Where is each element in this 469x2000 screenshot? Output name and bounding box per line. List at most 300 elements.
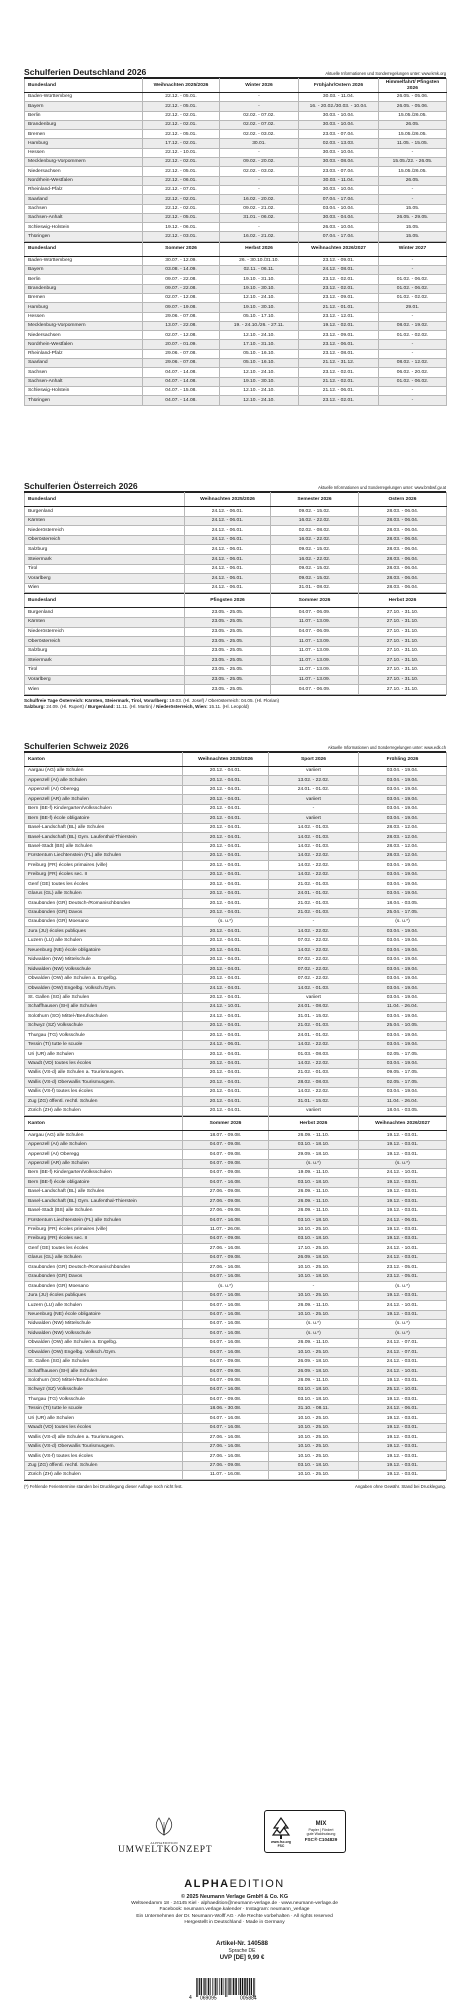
table-row	[25, 814, 447, 823]
date-cell: 11.05. - 15.05.	[379, 139, 447, 148]
date-cell: 26.05.	[379, 176, 447, 185]
column-header: Weihnachten 2025/2026	[183, 753, 269, 767]
table-row	[25, 656, 447, 666]
date-cell: 24.12. - 04.01.	[183, 984, 269, 993]
barcode-bar	[238, 1978, 239, 1995]
table-row	[25, 637, 447, 647]
table-row	[25, 1376, 447, 1385]
date-cell: variiert	[269, 814, 359, 823]
date-cell: 24.12. - 07.01.	[359, 1348, 447, 1357]
column-header: Ostern 2026	[359, 493, 447, 507]
barcode-bar	[235, 1978, 237, 1995]
fsc-site: www.fsc.org	[270, 1839, 292, 1844]
date-cell: -	[269, 1282, 359, 1291]
date-cell: 22.12. - 05.01.	[143, 213, 220, 222]
footnote-missing-dates: (*) Fehlende Ferientermine standen bei Drucklegung dieser Auflage noch nicht fest.	[24, 1484, 183, 1490]
table-row	[25, 1367, 447, 1376]
table-row	[25, 266, 447, 275]
date-cell: 18.06. - 30.08.	[183, 1404, 269, 1413]
date-cell: 31.01. - 15.02.	[269, 1097, 359, 1106]
row-label: Thüringen	[25, 232, 143, 241]
date-cell: 14.02. - 22.02.	[269, 861, 359, 870]
date-cell: 09.02. - 15.02.	[271, 545, 359, 555]
ean-digits-left: 069095	[200, 1995, 217, 2000]
table-row	[25, 526, 447, 536]
date-cell: (s. u.*)	[359, 1159, 447, 1168]
table-row	[25, 675, 447, 685]
date-cell: variiert	[269, 1106, 359, 1115]
date-cell: 20.12. - 04.01.	[183, 842, 269, 851]
holiday-table	[24, 242, 447, 406]
table-row	[25, 583, 447, 593]
date-cell: 24.12. - 06.01.	[185, 545, 271, 555]
date-cell: 22.12. - 05.01.	[143, 102, 220, 111]
table-row	[25, 776, 447, 785]
holiday-table	[24, 1116, 447, 1480]
date-cell: (s. u.*)	[183, 918, 269, 927]
date-cell: 04.07. - 09.08.	[183, 1168, 269, 1177]
date-cell: 03.04. - 19.04.	[359, 927, 447, 936]
table-row	[25, 1097, 447, 1106]
date-cell: 20.12. - 04.01.	[183, 851, 269, 860]
row-label: Graubünden (GR) Deutsch-/Romanischbünden	[25, 899, 183, 908]
barcode-bar	[247, 1978, 248, 1995]
date-cell: 19.12. - 03.01.	[359, 1178, 447, 1187]
date-cell: 22.12. - 06.01.	[143, 176, 220, 185]
date-cell: variiert	[269, 767, 359, 776]
date-cell: -	[379, 349, 447, 358]
date-cell: 20.12. - 04.01.	[183, 861, 269, 870]
date-cell: 10.10. - 25.10.	[269, 1348, 359, 1357]
date-cell: 24.12. - 08.01.	[299, 266, 379, 275]
date-cell: 24.12. - 10.01.	[359, 1244, 447, 1253]
date-cell: 05.10. - 17.10.	[220, 312, 299, 321]
date-cell: 23.03. - 07.04.	[299, 130, 379, 139]
table-row	[25, 984, 447, 993]
footnote-text: 19.03. (Hl. Josef) / Oberösterreich: 04.05. (Hl. Florian)	[167, 697, 280, 703]
table-row	[25, 1216, 447, 1225]
fsc-label	[264, 1810, 346, 1853]
row-label: Mecklenburg-Vorpommern	[25, 321, 143, 330]
row-label: Wallis (VS-f) toutes les écoles	[25, 1087, 183, 1096]
barcode-bar	[203, 1978, 204, 1995]
date-cell: -	[379, 312, 447, 321]
row-label: Baden-Württemberg	[25, 256, 143, 265]
row-label: Solothurn (SO) Mittel-/Berufsschulen	[25, 1376, 183, 1385]
row-label: Nordrhein-Westfalen	[25, 176, 143, 185]
table-row	[25, 340, 447, 349]
date-cell: 04.07. - 09.08.	[183, 1253, 269, 1262]
date-cell: 31.10. - 08.11.	[269, 1404, 359, 1413]
date-cell: 22.12. - 02.01.	[143, 204, 220, 213]
date-cell: 22.12. - 05.01.	[143, 130, 220, 139]
date-cell: 19.12. - 03.01.	[359, 1225, 447, 1234]
date-cell: 03.08. - 14.09.	[143, 266, 220, 275]
column-header: Weihnachten 2025/2026	[143, 79, 220, 93]
date-cell: 30.03. - 10.04.	[299, 185, 379, 194]
fsc-line: gute Waldnutzung	[306, 1832, 336, 1836]
table-row	[25, 1131, 447, 1140]
date-cell: 14.02. - 22.02.	[269, 927, 359, 936]
date-cell: 20.12. - 04.01.	[183, 1106, 269, 1115]
table-row	[25, 1178, 447, 1187]
date-cell: 20.12. - 04.01.	[183, 946, 269, 955]
date-cell: 02.11. - 06.11.	[220, 266, 299, 275]
date-cell: -	[220, 176, 299, 185]
date-cell: 01.02. - 06.02.	[379, 275, 447, 284]
date-cell: 23.12. - 12.01.	[299, 312, 379, 321]
date-cell: 04.07. - 09.08.	[183, 1357, 269, 1366]
date-cell: 07.02. - 22.02.	[269, 974, 359, 983]
date-cell: 10.10. - 18.10.	[269, 1272, 359, 1281]
table-row	[25, 554, 447, 564]
date-cell: 04.07. - 16.08.	[183, 1319, 269, 1328]
row-label: Mecklenburg-Vorpommern	[25, 158, 143, 167]
row-label: Wallis (VS-d) alle Schulen a. Tourismusgem.	[25, 1433, 183, 1442]
date-cell: (s. u.*)	[183, 1282, 269, 1291]
date-cell: 20.12. - 04.01.	[183, 880, 269, 889]
date-cell: 03.04. - 19.04.	[359, 946, 447, 955]
row-label: Neuenburg (NE) école obligatoire	[25, 946, 183, 955]
row-label: Kärnten	[25, 617, 185, 627]
date-cell: 03.10. - 18.10.	[269, 1216, 359, 1225]
row-label: Freiburg (FR) écoles primaires (ville)	[25, 861, 183, 870]
date-cell: 20.12. - 04.01.	[183, 1097, 269, 1106]
barcode-bar	[217, 1978, 218, 1995]
table-row	[25, 1168, 447, 1177]
date-cell: 03.10. - 18.10.	[269, 1140, 359, 1149]
row-label: Hessen	[25, 312, 143, 321]
date-cell: 11.07. - 13.09.	[271, 675, 359, 685]
date-cell: 27.06. - 09.08.	[183, 1197, 269, 1206]
row-label: Glarus (GL) alle Schulen	[25, 1253, 183, 1262]
date-cell: 12.10. - 24.10.	[220, 386, 299, 395]
date-cell: 23.12. - 02.01.	[299, 275, 379, 284]
row-label: Sachsen-Anhalt	[25, 377, 143, 386]
row-label: Baden-Württemberg	[25, 93, 143, 102]
row-label: Nordrhein-Westfalen	[25, 340, 143, 349]
row-label: Aargau (AG) alle Schulen	[25, 767, 183, 776]
date-cell: 04.07. - 16.08.	[183, 1414, 269, 1423]
date-cell: 03.10. - 18.10.	[269, 1395, 359, 1404]
date-cell: 10.10. - 25.10.	[269, 1442, 359, 1451]
table-row	[25, 946, 447, 955]
date-cell: 24.12. - 06.01.	[185, 583, 271, 593]
barcode-bar	[249, 1978, 250, 1995]
table-row	[25, 1461, 447, 1470]
row-label: Uri (UR) alle Schulen	[25, 1414, 183, 1423]
row-label: Obwalden (OW) Engelbg. Volksch./Gym.	[25, 984, 183, 993]
date-cell: 23.12. - 08.01.	[299, 349, 379, 358]
table-row	[25, 1348, 447, 1357]
section-source-note: Aktuelle Informationen und Sonderregelungen unter: www.bmbwf.gv.at	[318, 485, 446, 490]
date-cell: 11.07. - 26.08.	[183, 1225, 269, 1234]
row-label: Hessen	[25, 148, 143, 157]
date-cell: 02.02. - 03.02.	[220, 130, 299, 139]
table-row	[25, 1272, 447, 1281]
date-cell: 14.02. - 01.03.	[269, 833, 359, 842]
date-cell: 27.10. - 31.10.	[359, 656, 447, 666]
holiday-table	[24, 593, 447, 694]
date-cell: 30.03. - 04.04.	[299, 213, 379, 222]
origin-line: Hergestellt in Deutschland · Made in Germany	[184, 1920, 285, 1926]
column-header: Frühling 2026	[359, 753, 447, 767]
barcode-bar	[210, 1978, 211, 1995]
date-cell: 27.06. - 16.08.	[183, 1452, 269, 1461]
address-line: Weltseedamm 18 · 24145 Kiel · alphaedition@neumann-verlage.de · www.neumann-verlage.de	[131, 1900, 338, 1906]
date-cell: 03.04. - 19.04.	[359, 955, 447, 964]
date-cell: 12.10. - 24.10.	[220, 293, 299, 302]
date-cell: 10.10. - 25.10.	[269, 1263, 359, 1272]
footnote-label: Burgenland:	[87, 704, 115, 710]
date-cell: 04.07. - 14.08.	[143, 368, 220, 377]
ean-barcode	[188, 1978, 282, 2000]
column-header: Bundesland	[25, 242, 143, 256]
date-cell: 19.12. - 03.01.	[359, 1291, 447, 1300]
row-label: Nidwalden (NW) Mittelschule	[25, 1319, 183, 1328]
column-header: Kanton	[25, 753, 183, 767]
date-cell: 15.05.	[379, 223, 447, 232]
date-cell: 24.12. - 10.01.	[359, 1301, 447, 1310]
table-row	[25, 321, 447, 330]
row-label: Niederösterreich	[25, 627, 185, 637]
date-cell: 26.03. - 10.04.	[299, 223, 379, 232]
date-cell: 24.12. - 06.01.	[185, 554, 271, 564]
table-row	[25, 223, 447, 232]
table-header-row	[25, 753, 447, 767]
date-cell: 03.04. - 10.04.	[299, 204, 379, 213]
date-cell: 20.12. - 04.01.	[183, 785, 269, 794]
table-row	[25, 1386, 447, 1395]
row-label: Tessin (TI) tutte le scuole	[25, 1404, 183, 1413]
row-label: Nidwalden (NW) Volksschule	[25, 1329, 183, 1338]
table-row	[25, 880, 447, 889]
row-label: Basel-Landschaft (BL) Gym. Laufenthal-Thierstein	[25, 1197, 183, 1206]
table-row	[25, 516, 447, 526]
row-label: Bayern	[25, 266, 143, 275]
table-row	[25, 130, 447, 139]
barcode-bar	[233, 1978, 234, 1995]
date-cell: 02.07. - 12.08.	[143, 331, 220, 340]
date-cell: variiert	[269, 993, 359, 1002]
date-cell: 10.10. - 25.10.	[269, 1225, 359, 1234]
date-cell: 26.09. - 11.10.	[269, 1206, 359, 1215]
date-cell: 01.02. - 02.02.	[379, 293, 447, 302]
umwelt-name: UMWELTKONZEPT	[118, 1845, 213, 1855]
barcode-bar	[232, 1978, 233, 1995]
date-cell: 04.07. - 06.09.	[271, 627, 359, 637]
table-row	[25, 1159, 447, 1168]
date-cell: 10.10. - 25.10.	[269, 1423, 359, 1432]
column-header: Winter 2027	[379, 242, 447, 256]
date-cell: 09.07. - 22.08.	[143, 275, 220, 284]
date-cell: 11.04. - 26.04.	[359, 1002, 447, 1011]
article-info	[180, 1940, 290, 1962]
table-row	[25, 1002, 447, 1011]
date-cell: 09.07. - 22.08.	[143, 284, 220, 293]
date-cell: 04.07. - 16.08.	[183, 1329, 269, 1338]
date-cell: 04.07. - 09.08.	[183, 1150, 269, 1159]
table-row	[25, 232, 447, 241]
date-cell: -	[379, 185, 447, 194]
date-cell: 14.02. - 01.03.	[269, 984, 359, 993]
table-row	[25, 1263, 447, 1272]
row-label: Nidwalden (NW) Mittelschule	[25, 955, 183, 964]
date-cell: 19.10. - 30.10.	[220, 303, 299, 312]
date-cell: 19.12. - 03.01.	[359, 1150, 447, 1159]
table-row	[25, 158, 447, 167]
row-label: Bern (BE-f) Kindergarten/Volksschulen	[25, 1168, 183, 1177]
footnote-label: Schulfreie Tage Österreich: Kärnten, Steiermark, Tirol, Vorarlberg:	[24, 697, 168, 703]
table-row	[25, 574, 447, 584]
date-cell: 20.12. - 04.01.	[183, 804, 269, 813]
date-cell: 23.05. - 25.05.	[185, 685, 271, 695]
date-cell: 20.12. - 04.01.	[183, 1069, 269, 1078]
table-row	[25, 918, 447, 927]
publisher-logo	[0, 1878, 469, 1890]
date-cell: 11.04. - 26.04.	[359, 1097, 447, 1106]
date-cell: 03.04. - 19.04.	[359, 1040, 447, 1049]
date-cell: 19.10. - 30.10.	[220, 284, 299, 293]
date-cell: 20.12. - 04.01.	[183, 965, 269, 974]
date-cell: 26.09. - 11.10.	[269, 1301, 359, 1310]
row-label: Tirol	[25, 665, 185, 675]
date-cell: 19.12. - 03.01.	[359, 1470, 447, 1479]
barcode-bar	[196, 1978, 197, 1997]
footnote-text: 24.09. (Hl. Rupert) /	[44, 704, 88, 710]
row-label: Bayern	[25, 102, 143, 111]
date-cell: 28.03. - 06.04.	[359, 554, 447, 564]
row-label: Graubünden (GR) Davos	[25, 908, 183, 917]
date-cell: 20.12. - 04.01.	[183, 927, 269, 936]
date-cell: 20.12. - 04.01.	[183, 776, 269, 785]
holiday-table	[24, 492, 447, 593]
section-source-note: Aktuelle Informationen und Sonderregelungen unter: www.kmk.org	[325, 71, 446, 76]
date-cell: 03.04. - 19.04.	[359, 1012, 447, 1021]
barcode-bar	[204, 1978, 205, 1995]
table-row	[25, 1069, 447, 1078]
table-row	[25, 1244, 447, 1253]
table-row	[25, 195, 447, 204]
date-cell: 03.04. - 19.04.	[359, 861, 447, 870]
date-cell: 28.03. - 06.04.	[359, 507, 447, 517]
table-row	[25, 936, 447, 945]
footnote-switzerland	[24, 1480, 446, 1490]
date-cell: 28.03. - 06.04.	[359, 564, 447, 574]
date-cell: 16.02. - 22.02.	[271, 516, 359, 526]
barcode-bar	[228, 1978, 229, 1995]
column-header: Himmelfahrt/ Pfingsten 2026	[379, 79, 447, 93]
row-label: Saarland	[25, 359, 143, 368]
table-row	[25, 1404, 447, 1413]
date-cell: 27.10. - 31.10.	[359, 685, 447, 695]
table-row	[25, 1150, 447, 1159]
date-cell: 30.03. - 11.04.	[299, 93, 379, 102]
date-cell: 23.05. - 25.05.	[185, 646, 271, 656]
date-cell: 28.03. - 06.04.	[359, 535, 447, 545]
row-label: Tirol	[25, 564, 185, 574]
date-cell: 19.12. - 02.01.	[299, 321, 379, 330]
date-cell: 30.07. - 12.09.	[143, 256, 220, 265]
table-row	[25, 889, 447, 898]
date-cell: 27.10. - 31.10.	[359, 665, 447, 675]
date-cell: 16. - 20.02./30.03. - 10.04.	[299, 102, 379, 111]
date-cell: 18.07. - 09.08.	[183, 1131, 269, 1140]
date-cell: 18.04. - 03.05.	[359, 1106, 447, 1115]
row-label: Genf (GE) toutes les écoles	[25, 880, 183, 889]
date-cell: 31.01. - 08.02.	[271, 583, 359, 593]
row-label: Freiburg (FR) écoles primaires (ville)	[25, 1225, 183, 1234]
date-cell: 01.02. - 02.02.	[379, 331, 447, 340]
date-cell: 04.07. - 16.08.	[183, 1178, 269, 1187]
date-cell: 11.07. - 13.09.	[271, 665, 359, 675]
date-cell: 19.12. - 03.01.	[359, 1452, 447, 1461]
date-cell: 26.05. - 05.06.	[379, 93, 447, 102]
date-cell: 04.07. - 14.08.	[143, 396, 220, 405]
date-cell: 03.10. - 18.10.	[269, 1386, 359, 1395]
fsc-tree-logo	[265, 1812, 297, 1851]
date-cell: 04.07. - 06.09.	[271, 608, 359, 618]
date-cell: -	[269, 804, 359, 813]
date-cell: 15.05./26.05.	[379, 167, 447, 176]
column-header: Herbst 2026	[269, 1117, 359, 1131]
date-cell: 14.02. - 01.03.	[269, 842, 359, 851]
row-label: Basel-Landschaft (BL) Gym. Laufenthal-Thierstein	[25, 833, 183, 842]
section-switzerland	[24, 740, 446, 1490]
date-cell: 02.02. - 07.02.	[220, 120, 299, 129]
row-label: Uri (UR) alle Schulen	[25, 1050, 183, 1059]
table-row	[25, 1040, 447, 1049]
date-cell: 07.04. - 17.04.	[299, 232, 379, 241]
date-cell: (s. u.*)	[359, 1282, 447, 1291]
date-cell: 19.12. - 03.01.	[359, 1442, 447, 1451]
date-cell: 05.10. - 16.10.	[220, 349, 299, 358]
date-cell: 30.03. - 10.04.	[299, 120, 379, 129]
table-row	[25, 1452, 447, 1461]
row-label: Obwalden (OW) alle Schulen a. Engelbg.	[25, 974, 183, 983]
date-cell: (s. u.*)	[269, 1159, 359, 1168]
date-cell: 10.10. - 25.10.	[269, 1470, 359, 1479]
date-cell: 27.06. - 16.08.	[183, 1244, 269, 1253]
date-cell: 19.12. - 03.01.	[359, 1423, 447, 1432]
row-label: Saarland	[25, 195, 143, 204]
date-cell: 20.12. - 04.01.	[183, 823, 269, 832]
date-cell: 23.05. - 25.05.	[185, 637, 271, 647]
table-row	[25, 1187, 447, 1196]
row-label: Zug (ZG) öffentl. rechtl. Schulen	[25, 1461, 183, 1470]
row-label: Sachsen	[25, 368, 143, 377]
date-cell: 12.10. - 24.10.	[220, 368, 299, 377]
row-label: Zürich (ZH) alle Schulen	[25, 1470, 183, 1479]
row-label: Solothurn (SO) Mittel-/Berufsschulen	[25, 1012, 183, 1021]
date-cell: 24.01. - 08.02.	[269, 1002, 359, 1011]
date-cell: 03.04. - 19.04.	[359, 776, 447, 785]
date-cell: 20.12. - 04.01.	[183, 889, 269, 898]
date-cell: 09.02. - 15.02.	[271, 507, 359, 517]
table-row	[25, 1433, 447, 1442]
date-cell: 20.12. - 04.01.	[183, 870, 269, 879]
column-header: Herbst 2026	[359, 594, 447, 608]
date-cell: 27.06. - 16.08.	[183, 1442, 269, 1451]
table-row	[25, 608, 447, 618]
column-header: Sommer 2026	[143, 242, 220, 256]
date-cell: 19.12. - 03.01.	[359, 1433, 447, 1442]
date-cell: 24.12. - 06.01.	[185, 507, 271, 517]
date-cell: 04.07. - 16.08.	[183, 1301, 269, 1310]
footnote-text: 11.11. (Hl. Martin) /	[114, 704, 157, 710]
date-cell: -	[379, 256, 447, 265]
date-cell: 03.04. - 19.04.	[359, 880, 447, 889]
